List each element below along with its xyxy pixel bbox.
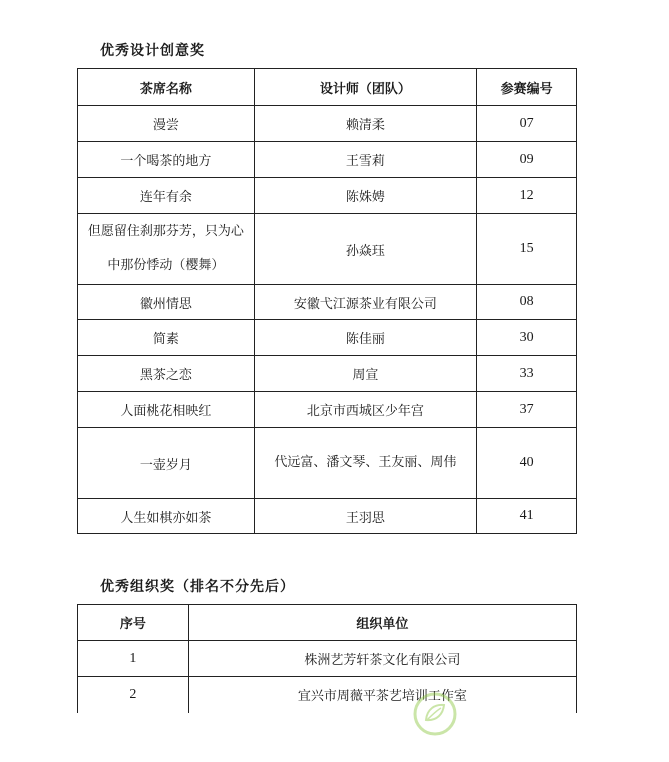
table-header-row	[78, 69, 577, 106]
table-row	[78, 428, 577, 499]
table-header-row	[78, 605, 577, 641]
entry-number-cell: 12	[477, 178, 577, 214]
entry-number-cell: 41	[477, 499, 577, 534]
tea-name-cell: 漫尝	[78, 106, 255, 142]
tea-name-cell: 人生如棋亦如茶	[78, 499, 255, 534]
designer-cell: 周宣	[254, 356, 477, 392]
table-row	[78, 214, 577, 285]
organization-cell: 株洲艺芳轩茶文化有限公司	[188, 641, 576, 677]
index-cell: 1	[78, 641, 189, 677]
designer-cell: 王雪莉	[254, 142, 477, 178]
tea-name-cell: 一个喝茶的地方	[78, 142, 255, 178]
entry-number-cell: 33	[477, 356, 577, 392]
table-row	[78, 285, 577, 320]
table-row	[78, 641, 577, 677]
entry-number-cell: 15	[477, 214, 577, 285]
section-title-design-award: 优秀设计创意奖	[100, 43, 205, 59]
tea-name-cell: 徽州情思	[78, 285, 255, 320]
tea-name-cell: 连年有余	[78, 178, 255, 214]
designer-cell: 陈佳丽	[254, 320, 477, 356]
tea-name-cell: 黑茶之恋	[78, 356, 255, 392]
table-row	[78, 677, 577, 713]
designer-cell: 代远富、潘文琴、王友丽、周伟	[254, 428, 477, 499]
entry-number-cell: 09	[477, 142, 577, 178]
organization-award-table	[77, 604, 577, 713]
table-row	[78, 320, 577, 356]
table-row	[78, 356, 577, 392]
header-index: 序号	[78, 605, 189, 641]
table-row	[78, 142, 577, 178]
section-title-organization-award: 优秀组织奖（排名不分先后）	[100, 579, 295, 595]
header-tea-name: 茶席名称	[78, 69, 255, 106]
tea-name-cell: 简素	[78, 320, 255, 356]
header-designer: 设计师（团队）	[254, 69, 477, 106]
tea-name-cell: 人面桃花相映红	[78, 392, 255, 428]
designer-cell: 安徽弋江源茶业有限公司	[254, 285, 477, 320]
designer-cell: 赖清柔	[254, 106, 477, 142]
table-row	[78, 392, 577, 428]
designer-cell: 孙焱珏	[254, 214, 477, 285]
leaf-logo-icon	[413, 692, 457, 736]
table-row	[78, 178, 577, 214]
entry-number-cell: 37	[477, 392, 577, 428]
header-organization: 组织单位	[188, 605, 576, 641]
entry-number-cell: 07	[477, 106, 577, 142]
organization-cell: 宜兴市周薇平茶艺培训工作室	[188, 677, 576, 713]
entry-number-cell: 30	[477, 320, 577, 356]
entry-number-cell: 40	[477, 428, 577, 499]
tea-name-cell: 但愿留住刹那芬芳，只为心中那份悸动（樱舞）	[78, 214, 255, 285]
entry-number-cell: 08	[477, 285, 577, 320]
tea-name-cell: 一壶岁月	[78, 428, 255, 499]
index-cell: 2	[78, 677, 189, 713]
header-entry-number: 参赛编号	[477, 69, 577, 106]
designer-cell: 陈姝娉	[254, 178, 477, 214]
designer-cell: 北京市西城区少年宫	[254, 392, 477, 428]
table-row	[78, 106, 577, 142]
table-row	[78, 499, 577, 534]
designer-cell: 王羽思	[254, 499, 477, 534]
design-award-table	[77, 68, 577, 534]
